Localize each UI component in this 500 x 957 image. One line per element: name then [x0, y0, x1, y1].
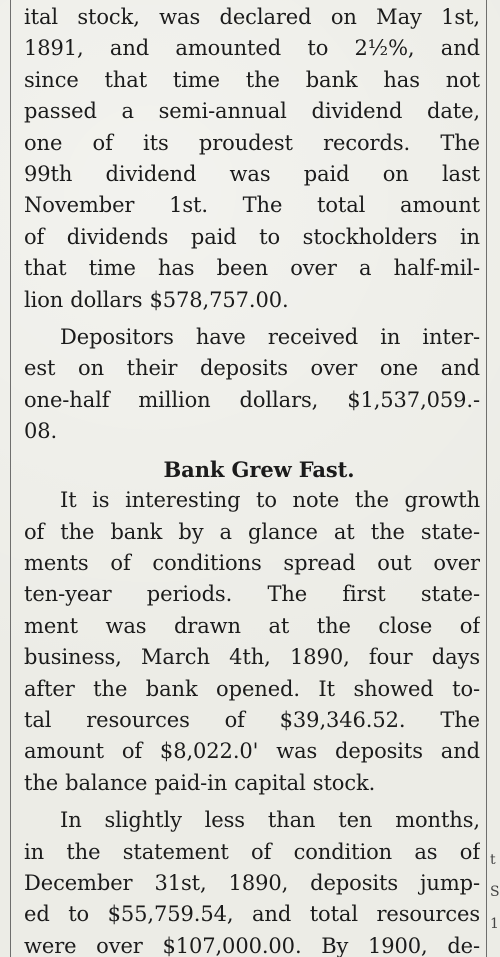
text-line: the balance paid-in capital stock. — [24, 770, 376, 795]
text-line: one-half million dollars, $1,537,059.- — [24, 387, 480, 412]
text-line: 1891, and amounted to 2½%, and — [24, 36, 480, 61]
paragraph-dividends — [24, 2, 480, 316]
text-line: of dividends paid to stockholders in — [24, 224, 480, 249]
adjacent-column-fragment: 1 — [490, 916, 499, 932]
text-line: 99th dividend was paid on last — [24, 162, 480, 187]
paragraph-depositors — [24, 322, 480, 448]
text-line: that time has been over a half-mil- — [24, 256, 480, 281]
text-line: since that time the bank has not — [24, 67, 480, 92]
column-rule-left — [10, 0, 11, 957]
text-line: ment was drawn at the close of — [24, 613, 480, 638]
column-rule-right — [486, 0, 487, 957]
text-line: amount of $8,022.0' was deposits and — [24, 739, 480, 764]
text-line: tal resources of $39,346.52. The — [24, 707, 480, 732]
text-line: in the statement of condition as of — [24, 839, 480, 864]
text-line: ed to $55,759.54, and total resources — [24, 902, 480, 927]
adjacent-column-fragment: S — [490, 884, 500, 900]
text-line: 08. — [24, 419, 58, 444]
text-line: of the bank by a glance at the state- — [24, 519, 480, 544]
text-line: est on their deposits over one and — [24, 356, 480, 381]
text-line: It is interesting to note the growth — [60, 488, 480, 513]
text-line: ments of conditions spread out over — [24, 550, 480, 575]
text-line: December 31st, 1890, deposits jump- — [24, 870, 480, 895]
section-heading: Bank Grew Fast. — [163, 456, 355, 482]
paragraph-1890-statement — [24, 805, 480, 957]
text-line: business, March 4th, 1890, four days — [24, 645, 480, 670]
text-line: ten-year periods. The first state- — [24, 582, 480, 607]
adjacent-column-fragment: t — [490, 852, 496, 868]
text-line: one of its proudest records. The — [24, 130, 480, 155]
article-column — [24, 2, 480, 957]
text-line: passed a semi-annual dividend date, — [24, 99, 480, 124]
paragraph-growth — [24, 485, 480, 799]
text-line: were over $107,000.00. By 1900, de- — [24, 933, 480, 957]
text-line: lion dollars $578,757.00. — [24, 287, 289, 312]
text-line: Depositors have received in inter- — [60, 325, 480, 350]
text-line: after the bank opened. It showed to- — [24, 676, 480, 701]
text-line: In slightly less than ten months, — [60, 808, 480, 833]
text-line: ital stock, was declared on May 1st, — [24, 5, 480, 29]
text-line: November 1st. The total amount — [24, 193, 480, 218]
